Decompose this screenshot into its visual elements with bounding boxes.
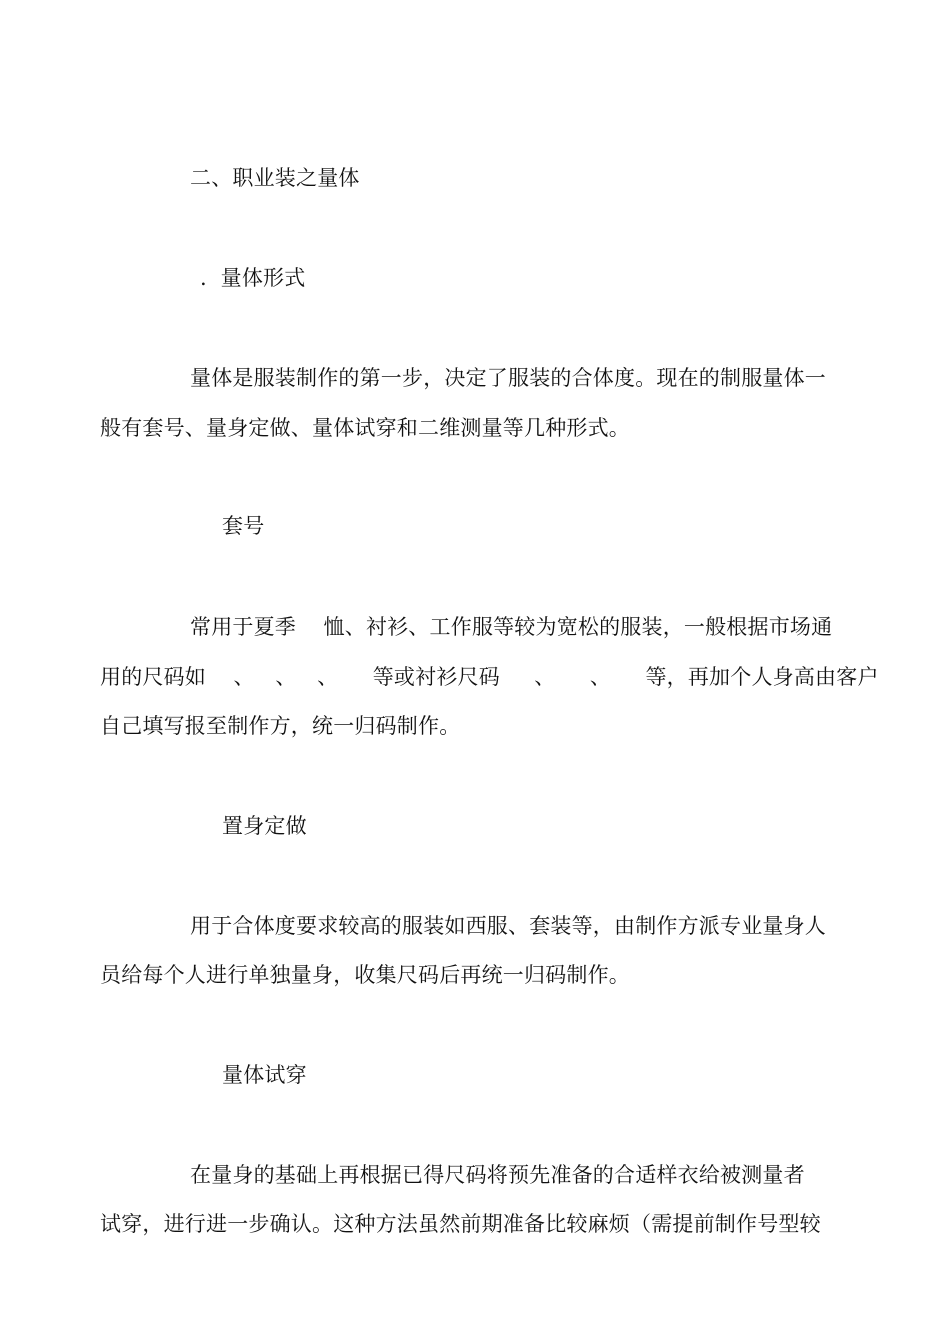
zhi-shen-paragraph-line-1: 用于合体度要求较高的服装如西服、套装等，由制作方派专业量身人 — [190, 914, 826, 938]
tao-hao-heading: 套号 — [222, 514, 265, 538]
zhi-shen-paragraph-line-2: 员给每个人进行单独量身，收集尺码后再统一归码制作。 — [100, 963, 630, 987]
tao-hao-paragraph-line-2: 用的尺码如 、 、 、 等或衬衫尺码 、 、 等，再加个人身高由客户 — [100, 665, 879, 689]
intro-paragraph-line-2: 般有套号、量身定做、量体试穿和二维测量等几种形式。 — [100, 416, 630, 440]
shi-chuan-heading: 量体试穿 — [222, 1063, 307, 1087]
section-title: 二、职业装之量体 — [190, 166, 360, 190]
tao-hao-paragraph-line-3: 自己填写报至制作方，统一归码制作。 — [100, 714, 461, 738]
tao-hao-paragraph-line-1: 常用于夏季 恤、衬衫、工作服等较为宽松的服装，一般根据市场通 — [190, 615, 833, 639]
zhi-shen-heading: 置身定做 — [222, 814, 307, 838]
shi-chuan-paragraph-line-1: 在量身的基础上再根据已得尺码将预先准备的合适样衣给被测量者 — [190, 1163, 805, 1187]
shi-chuan-paragraph-line-2: 试穿，进行进一步确认。这种方法虽然前期准备比较麻烦（需提前制作号型较 — [100, 1212, 821, 1236]
intro-paragraph-line-1: 量体是服装制作的第一步，决定了服装的合体度。现在的制服量体一 — [190, 366, 826, 390]
subsection-title: . 量体形式 — [200, 266, 306, 290]
